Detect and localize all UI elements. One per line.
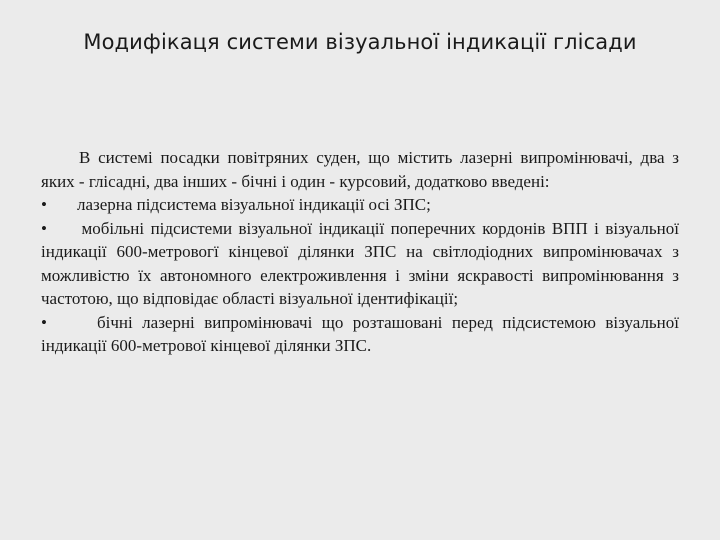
- bullet-marker: •: [41, 312, 47, 332]
- bullet-item: [41, 193, 679, 217]
- bullet-marker: •: [41, 195, 47, 214]
- slide-body: [41, 146, 679, 358]
- bullet-text: мобільні підсистеми візуальної індикації поперечних кордонів ВПП і візуальної індикації 600-метровогї кінцевої ділянки ЗПС на світлодіодних випромінювачах з можливістю їх автономного електроживлення і зміни яскравості випромінювання з частотою, що відповідає області візуальної ідентифікації;: [41, 218, 679, 308]
- bullet-text: лазерна підсистема візуальної індикації осі ЗПС;: [77, 195, 431, 214]
- slide-title: Модифікаця системи візуальної індикації глісади: [83, 30, 637, 54]
- bullet-item: [41, 311, 679, 358]
- intro-paragraph: В системі посадки повітряних суден, що містить лазерні випромінювачі, два з яких - глісадні, два інших - бічні і один - курсовий, додатково введені:: [41, 148, 679, 191]
- bullet-marker: •: [41, 218, 47, 238]
- bullet-item: [41, 217, 679, 311]
- bullet-text: бічні лазерні випромінювачі що розташовані перед підсистемою візуальної індикації 600-метрової кінцевої ділянки ЗПС.: [41, 312, 679, 355]
